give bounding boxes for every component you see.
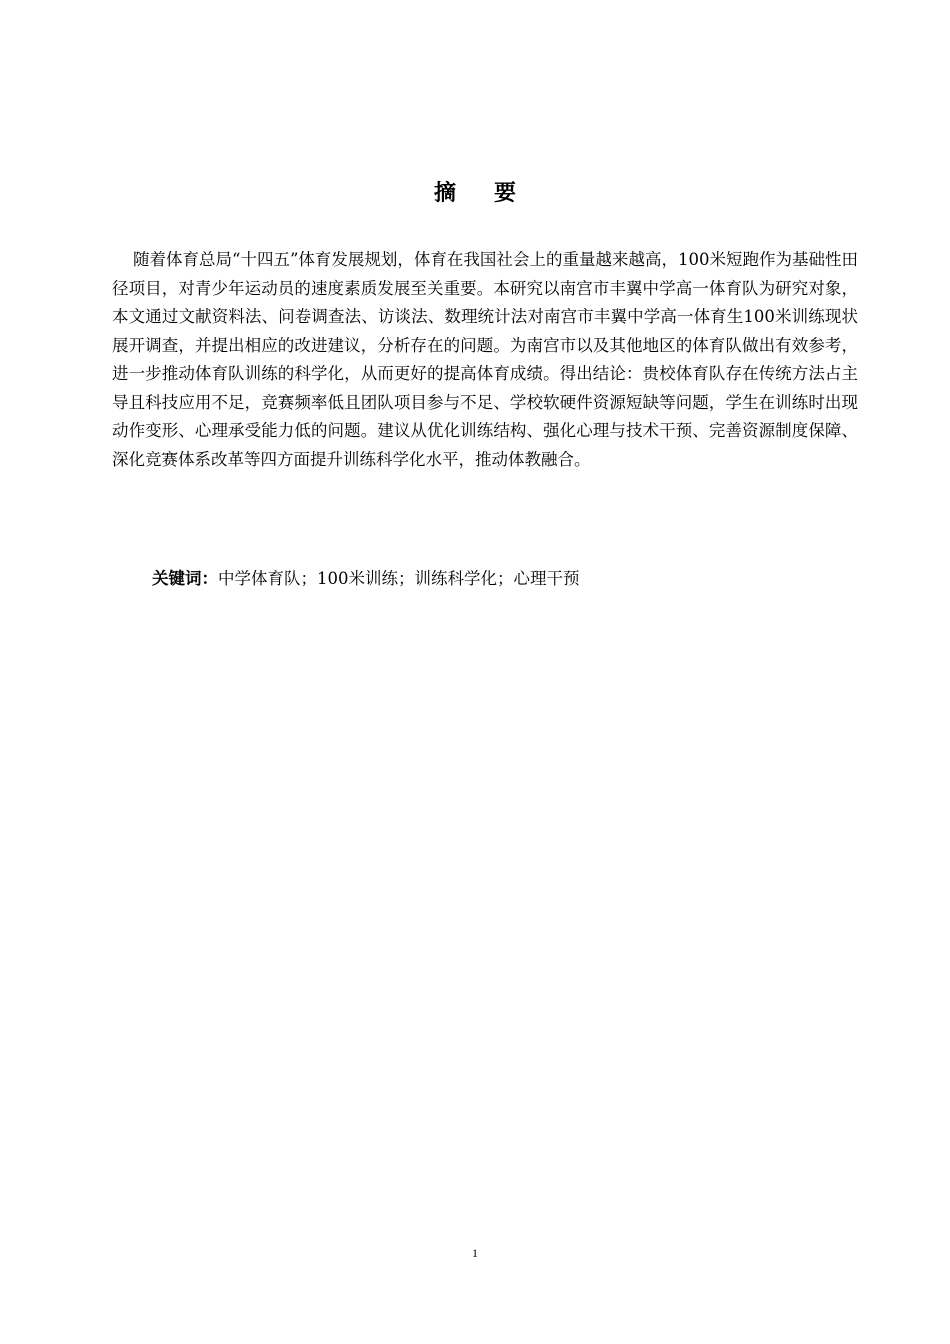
keywords-label: 关键词： bbox=[152, 569, 218, 588]
page-number: 1 bbox=[472, 1246, 478, 1260]
keywords-text: 中学体育队；100米训练；训练科学化；心理干预 bbox=[218, 569, 580, 588]
abstract-title: 摘要 bbox=[433, 181, 554, 206]
keywords-line bbox=[152, 565, 852, 593]
abstract-body: 随着体育总局“十四五”体育发展规划，体育在我国社会上的重量越来越高，100米短跑作为基础性田径项目，对青少年运动员的速度素质发展至关重要。本研究以南宫市丰翼中学高一体育队为研究对象，本文通过文献资料法、问卷调查法、访谈法、数理统计法对南宫市丰翼中学高一体育生100米训练现状展开调查，并提出相应的改进建议，分析存在的问题。为南宫市以及其他地区的体育队做出有效参考，进一步推动体育队训练的科学化，从而更好的提高体育成绩。得出结论：贵校体育队存在传统方法占主导且科技应用不足，竞赛频率低且团队项目参与不足、学校软硬件资源短缺等问题，学生在训练时出现动作变形、心理承受能力低的问题。建议从优化训练结构、强化心理与技术干预、完善资源制度保障、深化竞赛体系改革等四方面提升训练科学化水平，推动体教融合。 bbox=[112, 250, 858, 469]
